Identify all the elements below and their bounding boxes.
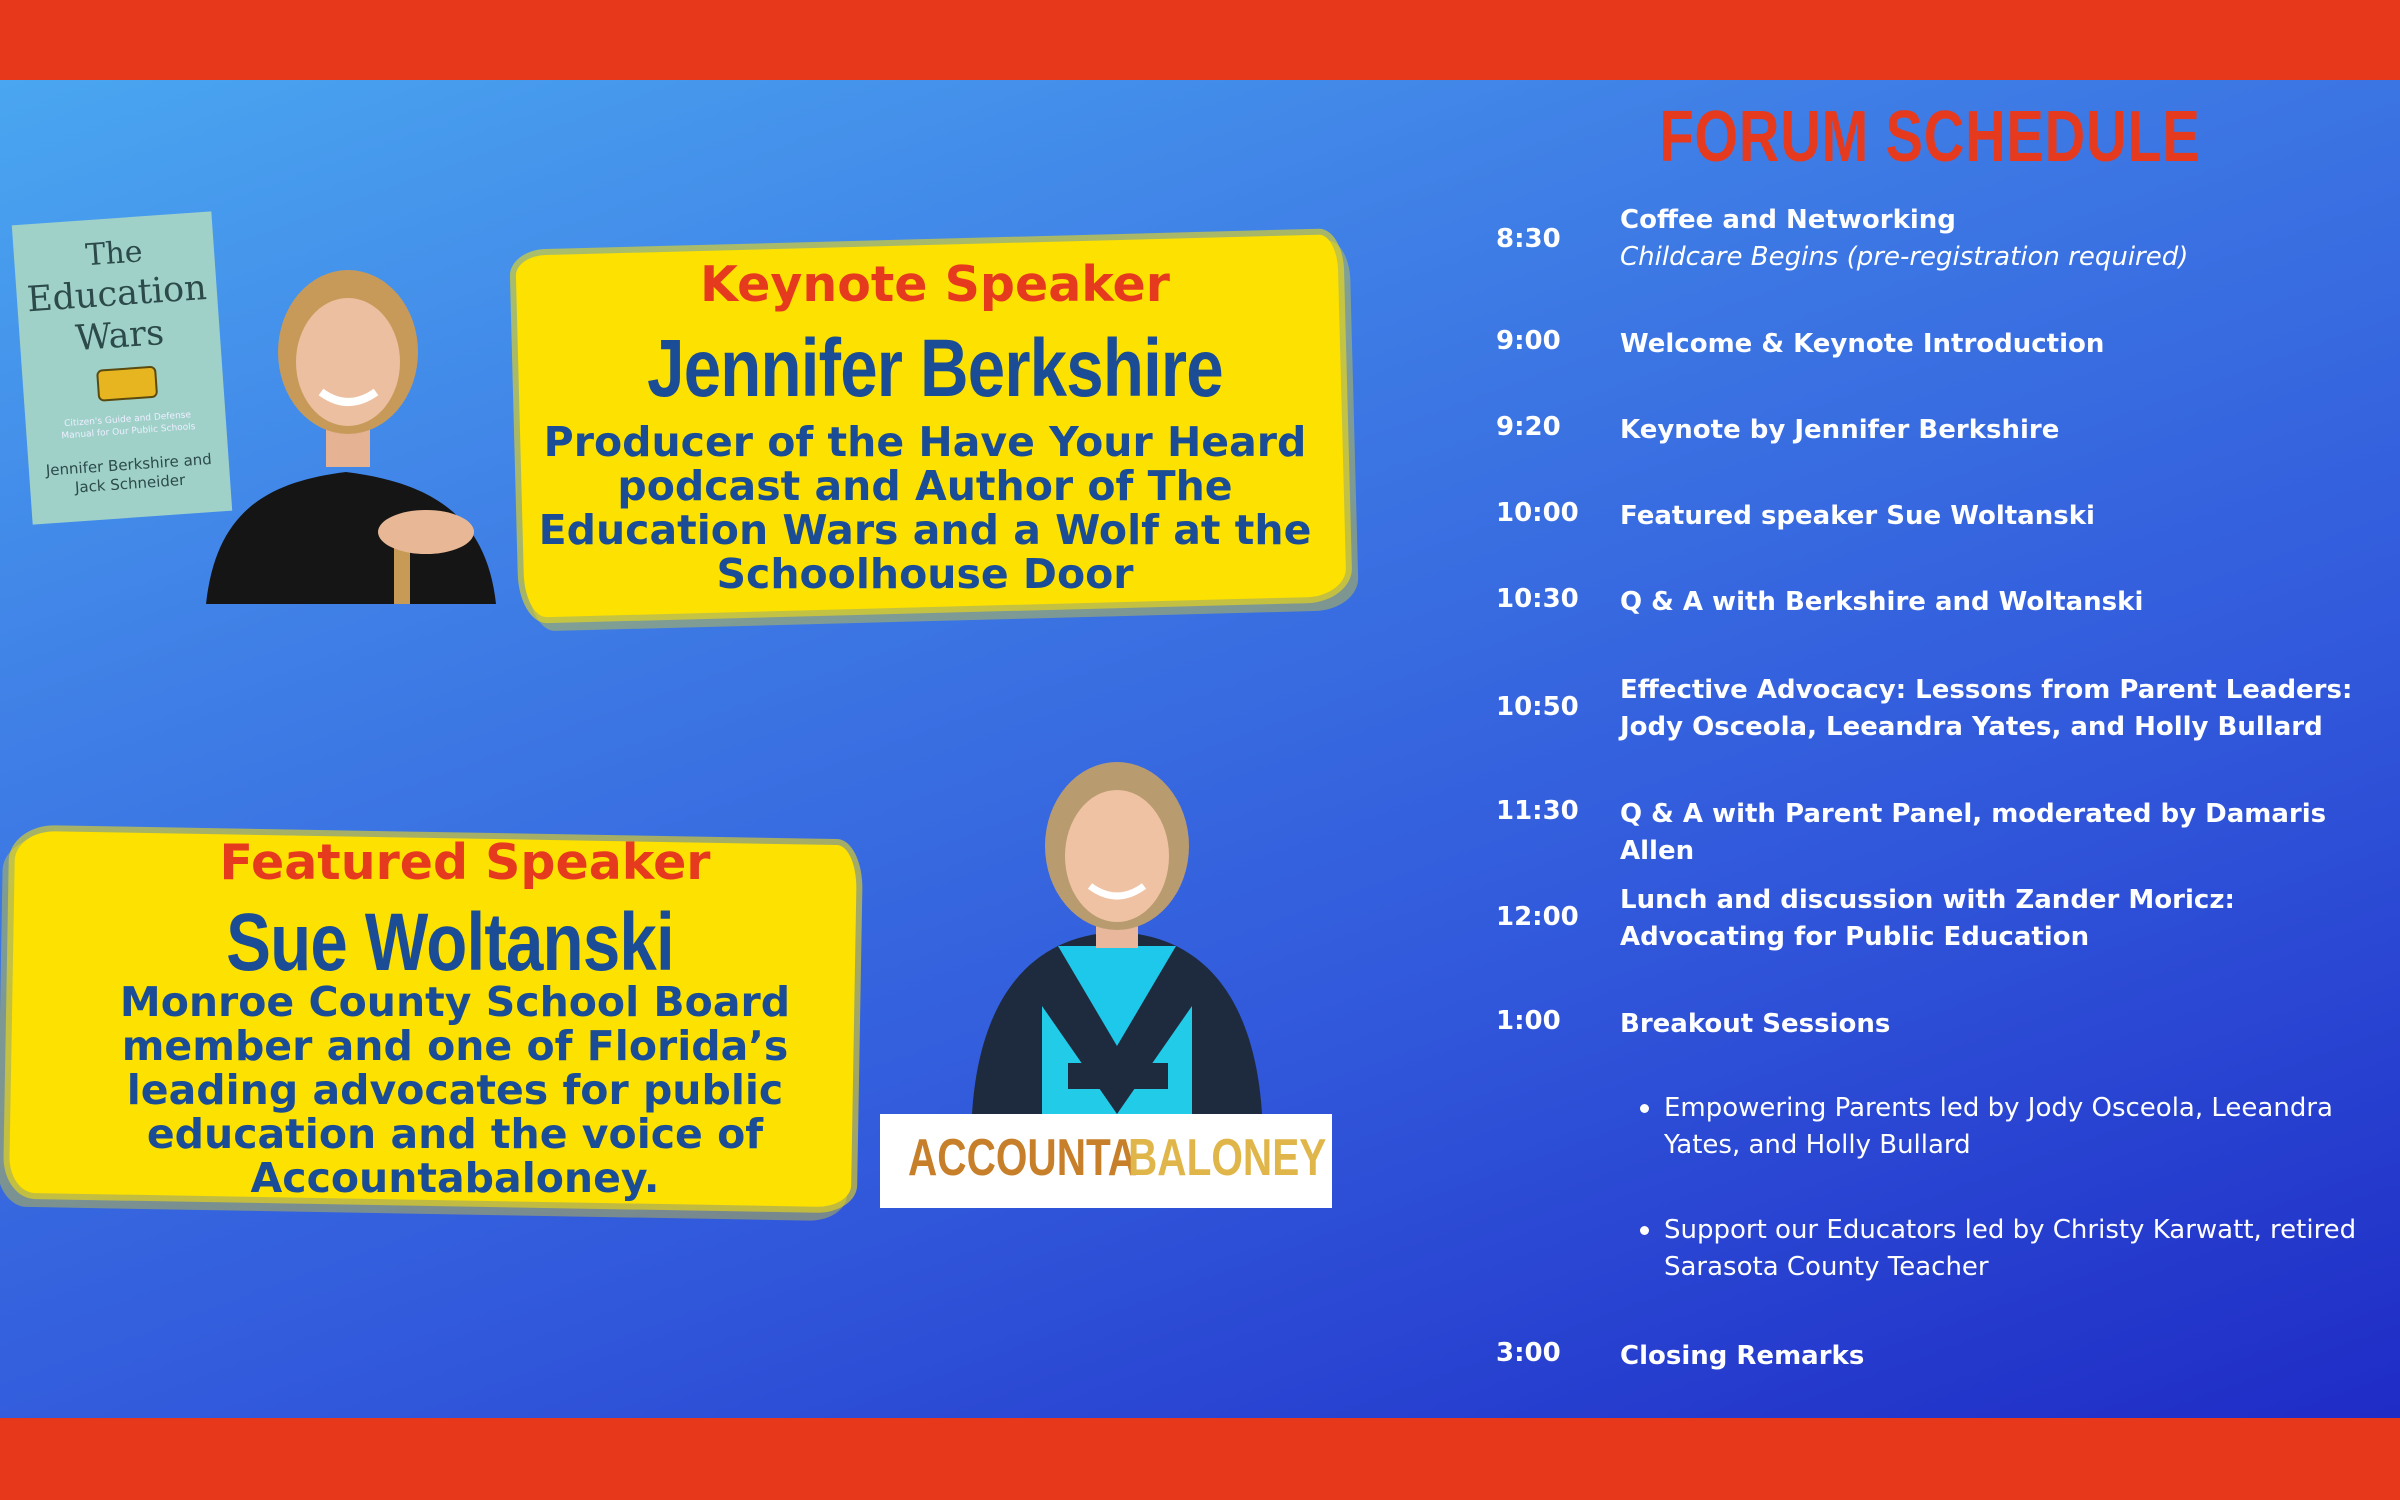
schedule-title: FORUM SCHEDULE [1659, 97, 2201, 177]
bottom-banner-bar [0, 1418, 2400, 1500]
featured-speaker-name: Sue Woltanski [226, 897, 674, 988]
schedule-time: 11:30 [1496, 796, 1579, 826]
top-banner-bar [0, 0, 2400, 80]
schedule-time: 8:30 [1496, 224, 1561, 254]
schedule-time: 3:00 [1496, 1338, 1561, 1368]
featured-speaker-description: Monroe County School Board member and one of Florida’s leading advocates for public education and the voice of Accountabaloney. [119, 978, 791, 1202]
featured-label: Featured Speaker [219, 834, 711, 891]
schedule-description: Effective Advocacy: Lessons from Parent Leaders: Jody Osceola, Leeandra Yates, and Holly Bullard [1620, 675, 2353, 742]
book-title-line1: The [84, 234, 144, 274]
school-bus-icon [96, 366, 158, 402]
schedule-description: Breakout Sessions [1620, 1009, 1891, 1039]
schedule-time: 10:30 [1496, 584, 1579, 614]
schedule-description: Q & A with Berkshire and Woltanski [1620, 587, 2144, 617]
schedule-time: 10:00 [1496, 498, 1579, 528]
logo-text-part1: ACCOUNTA [908, 1129, 1138, 1187]
schedule-item-note: Childcare Begins (pre-registration required) [1620, 242, 2189, 272]
schedule-time: 1:00 [1496, 1006, 1561, 1036]
keynote-speaker-description: Producer of the Have Your Heard podcast and Author of The Education Wars and a Wolf at the Schoolhouse Door [538, 418, 1312, 598]
schedule-item-text: Coffee and Networking [1620, 205, 1956, 235]
keynote-speaker-photo [186, 232, 510, 604]
featured-speaker-photo [958, 756, 1276, 1114]
schedule-description: Q & A with Parent Panel, moderated by Damaris Allen [1620, 799, 2327, 866]
breakout-session-text: Support our Educators led by Christy Karwatt, retired Sarasota County Teacher [1664, 1215, 2357, 1282]
book-authors: Jennifer Berkshire and Jack Schneider [45, 449, 213, 497]
book-subtitle: Citizen's Guide and Defense Manual for Our Public Schools [61, 410, 196, 442]
schedule-description: Closing Remarks [1620, 1341, 1865, 1371]
bullet-icon [1640, 1104, 1649, 1113]
schedule-description [1620, 202, 2356, 276]
breakout-session-text: Empowering Parents led by Jody Osceola, Leeandra Yates, and Holly Bullard [1664, 1093, 2333, 1160]
schedule-description: Keynote by Jennifer Berkshire [1620, 415, 2060, 445]
bullet-icon [1640, 1226, 1649, 1235]
keynote-speaker-name: Jennifer Berkshire [647, 323, 1223, 414]
book-title-line3: Wars [74, 313, 166, 360]
keynote-label: Keynote Speaker [700, 256, 1170, 313]
logo-text-part2: BALONEY [1128, 1129, 1327, 1187]
schedule-time: 10:50 [1496, 692, 1579, 722]
schedule-description: Featured speaker Sue Woltanski [1620, 501, 2095, 531]
accountabaloney-logo [880, 1114, 1332, 1208]
schedule-time: 12:00 [1496, 902, 1579, 932]
schedule-description: Lunch and discussion with Zander Moricz: Advocating for Public Education [1620, 885, 2235, 952]
schedule-description: Welcome & Keynote Introduction [1620, 329, 2105, 359]
book-title-line2: Education [25, 267, 208, 321]
schedule-time: 9:00 [1496, 326, 1561, 356]
schedule-time: 9:20 [1496, 412, 1561, 442]
